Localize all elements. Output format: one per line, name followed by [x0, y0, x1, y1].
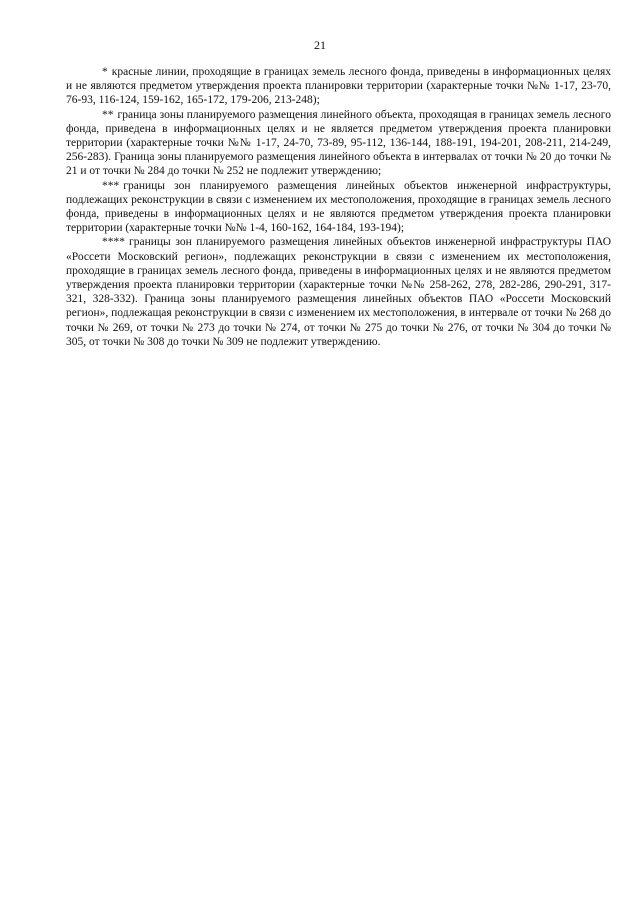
footnote-marker: ****	[102, 236, 125, 249]
footnote-marker: *	[102, 66, 108, 78]
footnote-text: граница зоны планируемого размещения линейного объекта, проходящая в границах земель лесного фонда, приведена в информационных целях и не является предметом утверждения проекта планировки территории (характерные точки №№ 1-17, 24-70, 73-89, 95-112, 136-144, 188-191, 194-201, 208-211, 214-249, 256-283). Граница зоны планируемого размещения линейного объекта в интервалах от точки № 20 до точки № 21 и от точки № 284 до точки № 252 не подлежит утверждению;	[66, 108, 611, 178]
page-number: 21	[314, 38, 326, 52]
footnote-marker: **	[102, 108, 114, 121]
footnote-engineering-infrastructure-zones	[66, 179, 611, 236]
footnote-rosseti-zones	[66, 235, 611, 349]
footnote-text: границы зон планируемого размещения линейных объектов инженерной инфраструктуры, подлежащих реконструкции в связи с изменением их местоположения, проходящие в границах земель лесного фонда, приведены в информационных целях и не являются предметом утверждения проекта планировки территории (характерные точки №№ 1-4, 160-162, 164-184, 193-194);	[66, 179, 611, 235]
footnote-red-lines	[66, 65, 611, 108]
footnotes-section	[66, 65, 611, 349]
footnote-linear-object-zone	[66, 108, 611, 179]
footnote-text: границы зон планируемого размещения линейных объектов инженерной инфраструктуры ПАО «Россети Московский регион», подлежащих реконструкции в связи с изменением их местоположения, проходящие в границах земель лесного фонда, приведены в информационных целях и не являются предметом утверждения проекта планировки территории (характерные точки №№ 258-262, 278, 282-286, 290-291, 317-321, 328-332). Граница зоны планируемого размещения линейных объектов ПАО «Россети Московский регион», подлежащая реконструкции в связи с изменением их местоположения, в интервале от точки № 268 до точки № 269, от точки № 273 до точки № 274, от точки № 275 до точки № 276, от точки № 304 до точки № 305, от точки № 308 до точки № 309 не подлежит утверждению.	[66, 236, 612, 348]
footnote-text: красные линии, проходящие в границах земель лесного фонда, приведены в информационных целях и не являются предметом утверждения проекта планировки территории (характерные точки №№ 1-17, 23-70, 76-93, 116-124, 159-162, 165-172, 179-206, 213-248);	[66, 66, 611, 107]
footnote-marker: ***	[102, 179, 120, 192]
